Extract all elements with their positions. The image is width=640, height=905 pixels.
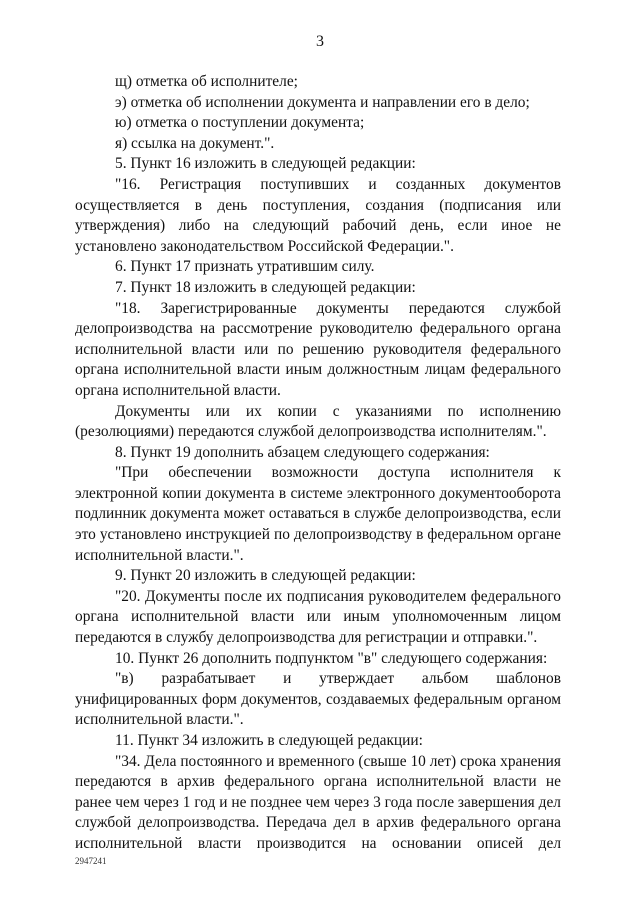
paragraph: 6. Пункт 17 признать утратившим силу. — [115, 258, 375, 276]
paragraph: "18. Зарегистрированные документы передаются службой делопроизводства на рассмотрение руководителю федерального органа исполнительной власти или по решению руководителя федерального органа исполнительной власти иным должностным лицам федерального органа исполнительной власти. — [75, 299, 561, 399]
document-body — [75, 72, 561, 855]
paragraph: 9. Пункт 20 изложить в следующей редакции: — [115, 567, 416, 585]
paragraph: э) отметка об исполнении документа и направлении его в дело; — [115, 93, 530, 111]
paragraph: "в) разрабатывает и утверждает альбом шаблонов унифицированных форм документов, создаваемых федеральным органом исполнительной власти.". — [75, 670, 561, 729]
paragraph: "При обеспечении возможности доступа исполнителя к электронной копии документа в системе электронного документооборота подлинник документа может оставаться в службе делопроизводства, если это установлено инструкцией по делопроизводству в федеральном органе исполнительной власти.". — [75, 464, 561, 564]
page-number: 3 — [316, 33, 324, 50]
paragraph: 7. Пункт 18 изложить в следующей редакции: — [115, 278, 416, 296]
paragraph: "34. Дела постоянного и временного (свыше 10 лет) срока хранения передаются в архив федерального органа исполнительной власти не ранее чем через 1 год и не позднее чем через 3 года после завершения дел службой делопроизводства. Передача дел в архив федерального органа исполнительной власти производится на основании описей дел — [75, 752, 561, 852]
paragraph: 10. Пункт 26 дополнить подпунктом "в" следующего содержания: — [115, 649, 548, 667]
paragraph: 8. Пункт 19 дополнить абзацем следующего содержания: — [115, 443, 490, 461]
document-code: 2947241 — [75, 856, 107, 866]
paragraph: Документы или их копии с указаниями по исполнению (резолюциями) передаются службой делопроизводства исполнителям.". — [75, 402, 561, 441]
paragraph: я) ссылка на документ.". — [115, 134, 275, 152]
paragraph: 11. Пункт 34 изложить в следующей редакции: — [115, 732, 423, 749]
paragraph: ю) отметка о поступлении документа; — [115, 114, 365, 132]
paragraph: "20. Документы после их подписания руководителем федерального органа исполнительной власти или иным уполномоченным лицом передаются в службу делопроизводства для регистрации и отправки.". — [75, 587, 561, 647]
paragraph: 5. Пункт 16 изложить в следующей редакции: — [115, 155, 416, 173]
paragraph: "16. Регистрация поступивших и созданных документов осуществляется в день поступления, создания (подписания или утверждения) либо на следующий рабочий день, если иное не установлено законодательством Российской Федерации.". — [75, 175, 561, 255]
paragraph: щ) отметка об исполнителе; — [115, 73, 298, 90]
